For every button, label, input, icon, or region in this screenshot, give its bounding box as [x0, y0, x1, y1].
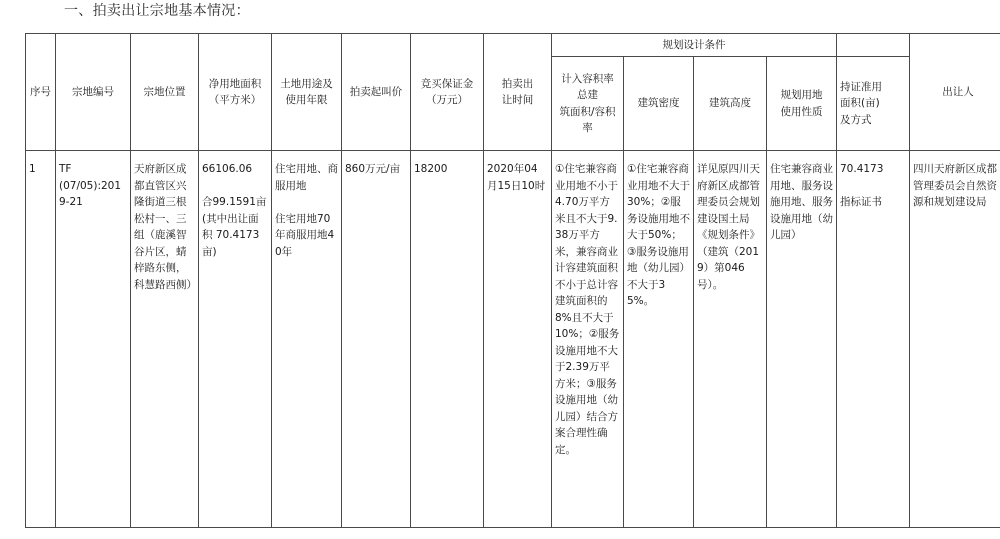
- header-auction-time: 拍卖出 让时间: [484, 34, 552, 151]
- header-planning-group: 规划设计条件: [552, 34, 837, 57]
- cell-planned-use: 住宅兼容商业用地、服务设施用地、服务设施用地（幼儿园）: [767, 151, 837, 528]
- cell-parcel-no: TF (07/05):2019-21: [56, 151, 131, 528]
- cell-density: ①住宅兼容商业用地不大于30%；②服务设施用地不大于50%；③服务设施用地（幼儿园）不大于35%。: [624, 151, 694, 528]
- cell-location: 天府新区成都直管区兴隆街道三根松村一、三组（鹿溪智谷片区，蜻梓路东侧，科慧路西侧）: [131, 151, 199, 528]
- header-parcel-no: 宗地编号: [56, 34, 131, 151]
- header-quota: 持证准用 面积(亩) 及方式: [837, 57, 910, 151]
- header-seq: 序号: [26, 34, 56, 151]
- cell-far-area: ①住宅兼容商业用地不小于4.70万平方米且不大于9.38万平方米，兼容商业计容建筑面积不小于总计容建筑面积的8%且不大于10%；②服务设施用地不大于2.39万平方米；③服务设施用地（幼儿园）结合方案合理性确定。: [552, 151, 624, 528]
- cell-quota: 70.4173 指标证书: [837, 151, 910, 528]
- land-auction-table: [25, 33, 1000, 528]
- header-density: 建筑密度: [624, 57, 694, 151]
- cell-grantor: 四川天府新区成都管理委员会自然资源和规划建设局: [910, 151, 1000, 528]
- table-row: [26, 151, 1000, 528]
- cell-net-area: 66106.06 合99.1591亩(其中出让面积 70.4173亩): [199, 151, 272, 528]
- section-heading: 一、拍卖出让宗地基本情况：: [64, 3, 250, 19]
- header-grantor: 出让人: [910, 34, 1000, 151]
- header-height: 建筑高度: [694, 57, 767, 151]
- cell-starting-price: 860万元/亩: [342, 151, 411, 528]
- header-starting-price: 拍卖起叫价: [342, 34, 411, 151]
- header-planned-use: 规划用地 使用性质: [767, 57, 837, 151]
- header-location: 宗地位置: [131, 34, 199, 151]
- cell-auction-time: 2020年04月15日10时: [484, 151, 552, 528]
- header-far-area: 计入容积率 总建 筑面积/容积 率: [552, 57, 624, 151]
- header-net-area: 净用地面积 （平方米）: [199, 34, 272, 151]
- cell-land-use: 住宅用地、商服用地 住宅用地70年商服用地40年: [272, 151, 342, 528]
- cell-deposit: 18200: [411, 151, 484, 528]
- cell-height: 详见原四川天府新区成都管理委员会规划建设国土局《规划条件》（建筑（2019）第046号）。: [694, 151, 767, 528]
- header-land-use: 土地用途及 使用年限: [272, 34, 342, 151]
- header-deposit: 竞买保证金 （万元）: [411, 34, 484, 151]
- header-quota-top: [837, 34, 910, 57]
- cell-seq: 1: [26, 151, 56, 528]
